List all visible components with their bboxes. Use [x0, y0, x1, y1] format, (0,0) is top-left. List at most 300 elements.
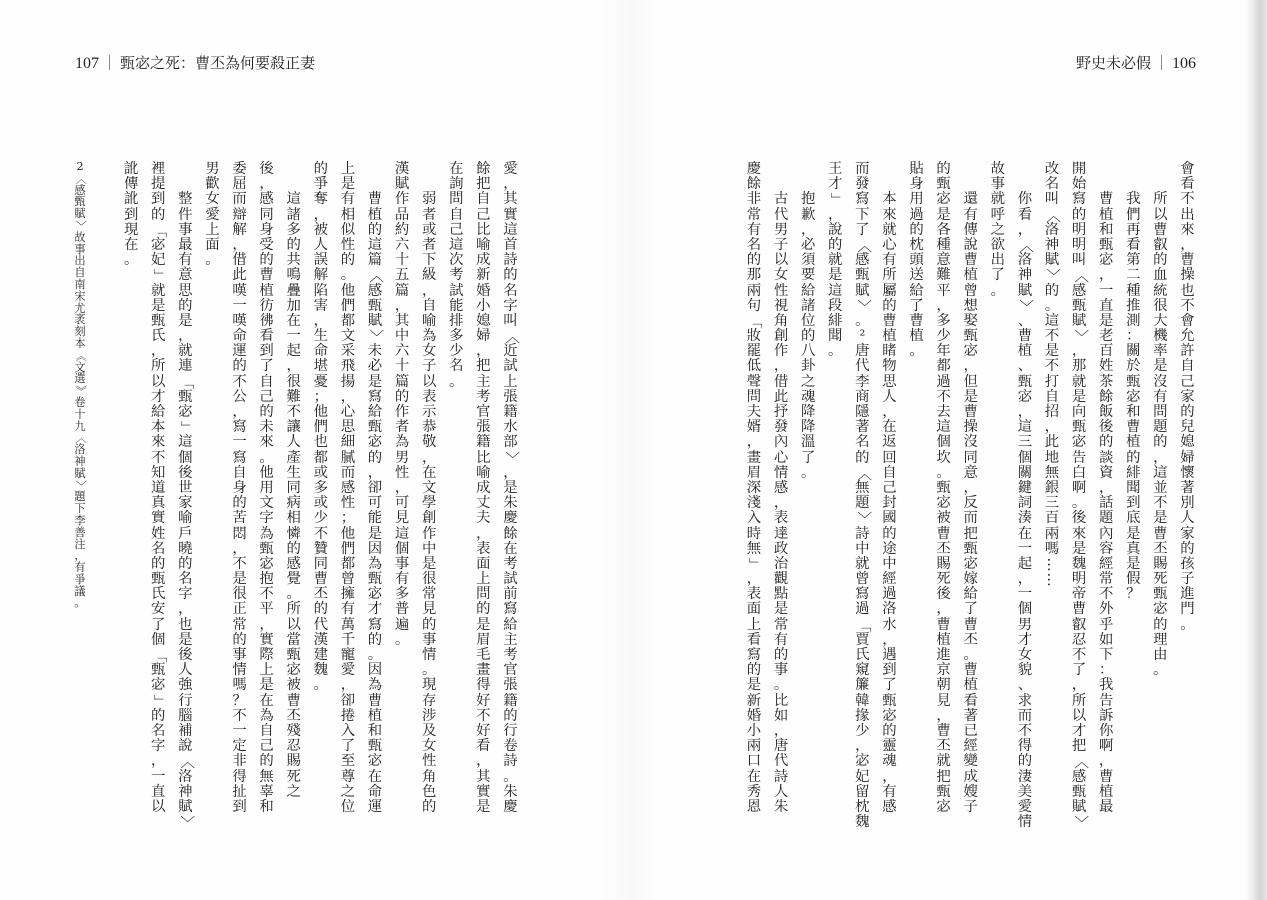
- glyph: 嘆: [232, 282, 247, 299]
- glyph: 王: [828, 161, 843, 177]
- glyph: 有: [394, 571, 410, 588]
- paragraph: [443, 162, 524, 830]
- glyph: 朱: [503, 495, 518, 512]
- glyph: 〉: [1071, 815, 1088, 830]
- text-column: [334, 162, 361, 830]
- glyph: 是: [1126, 555, 1141, 572]
- text-column: [1174, 162, 1201, 830]
- glyph: 是: [936, 206, 951, 223]
- glyph: 所: [1071, 692, 1087, 709]
- glyph: 至: [340, 753, 356, 770]
- glyph: 。: [773, 677, 789, 694]
- glyph: 實: [151, 510, 166, 527]
- glyph: 甄: [259, 540, 274, 557]
- glyph: 好: [476, 692, 491, 709]
- glyph: ，: [394, 479, 410, 496]
- glyph: 所: [151, 358, 166, 375]
- glyph: 在: [882, 419, 897, 436]
- glyph: 六: [394, 343, 410, 360]
- glyph: 封: [882, 495, 897, 512]
- glyph: 是: [503, 479, 518, 496]
- glyph: 嘆: [232, 312, 247, 329]
- glyph: 畫: [746, 449, 762, 466]
- glyph: 卦: [800, 358, 816, 375]
- glyph: 似: [340, 221, 356, 238]
- glyph: 甄: [74, 195, 86, 209]
- text-column: [1093, 162, 1120, 830]
- glyph: 三: [1017, 434, 1033, 451]
- glyph: 溫: [800, 434, 816, 451]
- glyph: 宓: [1126, 388, 1141, 405]
- glyph: 感: [1071, 768, 1087, 785]
- glyph: 寫: [855, 586, 870, 603]
- glyph: 以: [151, 373, 166, 390]
- glyph: 以: [1071, 707, 1087, 724]
- glyph: 操: [1180, 267, 1195, 284]
- glyph: 魂: [800, 388, 816, 405]
- text-column: [768, 162, 795, 830]
- glyph: 堪: [313, 358, 328, 375]
- glyph: 之: [990, 221, 1005, 238]
- glyph: 注: [74, 537, 86, 551]
- glyph: 際: [259, 647, 274, 663]
- glyph: 而: [1017, 707, 1033, 724]
- glyph: 叫: [1071, 252, 1087, 269]
- glyph: 丕: [1153, 540, 1168, 557]
- glyph: 不: [1017, 722, 1033, 739]
- glyph: 意: [936, 252, 951, 269]
- glyph: 個: [1017, 449, 1033, 466]
- glyph: 作: [394, 404, 410, 420]
- glyph: 擁: [340, 586, 356, 603]
- glyph: 了: [855, 221, 870, 238]
- glyph: 命: [367, 783, 383, 800]
- glyph: 敬: [421, 434, 437, 451]
- glyph: 這: [394, 525, 410, 542]
- glyph: 宓: [1017, 388, 1033, 405]
- glyph: 賦: [1017, 282, 1033, 299]
- glyph: 病: [286, 495, 301, 512]
- glyph: 位: [340, 798, 356, 815]
- glyph: 到: [882, 662, 897, 679]
- glyph: 夫: [746, 404, 762, 420]
- glyph: ²: [859, 328, 866, 345]
- glyph: 作: [773, 343, 789, 360]
- glyph: 主: [476, 373, 491, 390]
- glyph: 腦: [178, 707, 193, 724]
- glyph: 忍: [286, 738, 301, 755]
- glyph: 啊: [1071, 479, 1087, 496]
- glyph: 。: [1044, 297, 1060, 314]
- glyph: 有: [340, 191, 356, 208]
- glyph: 心: [882, 236, 897, 253]
- left-page-text: [118, 162, 524, 830]
- glyph: 告: [1071, 449, 1087, 466]
- glyph: 心: [773, 449, 789, 466]
- glyph: 二: [1126, 267, 1141, 284]
- glyph: 宓: [151, 677, 166, 694]
- glyph: 植: [367, 206, 383, 223]
- glyph: 刻: [74, 325, 86, 339]
- glyph: 物: [882, 358, 897, 375]
- glyph: 得: [1017, 738, 1033, 755]
- paragraph: [984, 162, 1038, 830]
- glyph: ，: [1071, 343, 1087, 360]
- glyph: 洛: [1044, 221, 1060, 238]
- glyph: 問: [746, 388, 762, 405]
- glyph: ，: [1017, 571, 1033, 588]
- glyph: 此: [232, 267, 247, 284]
- glyph: 銀: [1044, 479, 1060, 496]
- glyph: 卷: [503, 738, 518, 755]
- glyph: 時: [746, 525, 762, 542]
- glyph: 〉: [854, 299, 871, 314]
- glyph: 個: [1017, 601, 1033, 618]
- glyph: 〈: [503, 329, 520, 344]
- glyph: 表: [773, 510, 789, 527]
- glyph: 看: [1126, 236, 1141, 253]
- glyph: 字: [178, 586, 193, 603]
- glyph: 一: [151, 768, 166, 785]
- text-column: [280, 162, 307, 830]
- glyph: 角: [421, 768, 437, 785]
- glyph: 〈: [1071, 268, 1088, 284]
- text-column: [930, 162, 957, 830]
- glyph: 行: [178, 692, 193, 709]
- glyph: 就: [828, 252, 843, 269]
- glyph: 政: [773, 540, 789, 557]
- glyph: 給: [151, 404, 166, 420]
- glyph: 你: [1017, 191, 1033, 208]
- glyph: ，: [340, 677, 356, 694]
- glyph: 漢: [313, 631, 328, 648]
- glyph: 事: [394, 555, 410, 572]
- glyph: 非: [746, 191, 762, 208]
- glyph: 可: [367, 495, 383, 512]
- paragraph: [822, 162, 903, 830]
- glyph: 其: [394, 312, 410, 329]
- glyph: 感: [286, 555, 301, 572]
- glyph: 遇: [882, 647, 897, 664]
- glyph: 慶: [746, 161, 762, 177]
- glyph: 三: [1044, 495, 1060, 512]
- glyph: 爭: [313, 176, 328, 193]
- glyph: 賦: [367, 312, 383, 329]
- glyph: 有: [746, 221, 762, 238]
- glyph: 。: [828, 343, 843, 360]
- glyph: 的: [1180, 540, 1195, 557]
- glyph: 植: [1098, 206, 1114, 223]
- glyph: 那: [1071, 358, 1087, 375]
- glyph: 解: [313, 267, 328, 284]
- glyph: 在: [367, 768, 383, 785]
- text-column: [226, 162, 253, 830]
- glyph: 丕: [286, 707, 301, 724]
- text-column: [253, 162, 280, 830]
- glyph: 這: [828, 282, 843, 299]
- glyph: 賦: [74, 466, 86, 480]
- glyph: 想: [963, 297, 978, 314]
- glyph: 運: [232, 343, 247, 360]
- glyph: 同: [963, 449, 978, 466]
- text-column: [361, 162, 388, 830]
- glyph: 淺: [746, 495, 762, 512]
- glyph: 名: [151, 540, 166, 557]
- glyph: 情: [232, 662, 247, 679]
- glyph: 世: [178, 479, 193, 496]
- glyph: 途: [882, 540, 897, 557]
- glyph: 是: [151, 297, 166, 314]
- glyph: ，: [936, 601, 951, 618]
- glyph: 了: [151, 616, 166, 633]
- glyph: 賜: [1153, 555, 1168, 572]
- glyph: 的: [259, 404, 274, 420]
- glyph: 甄: [151, 571, 166, 588]
- glyph: 現: [123, 221, 139, 238]
- glyph: 名: [855, 434, 870, 451]
- glyph: 自: [259, 722, 274, 739]
- glyph: ，: [476, 753, 491, 770]
- glyph: 被: [313, 221, 328, 238]
- glyph: 就: [151, 282, 166, 299]
- glyph: 選: [74, 372, 86, 386]
- glyph: 的: [232, 358, 247, 375]
- glyph: 感: [367, 282, 383, 299]
- glyph: 低: [746, 358, 762, 375]
- glyph: 定: [232, 738, 247, 755]
- glyph: 為: [394, 434, 410, 451]
- glyph: 寫: [367, 616, 383, 633]
- glyph: 人: [773, 783, 789, 800]
- glyph: 比: [773, 692, 789, 709]
- glyph: 「: [746, 314, 763, 329]
- glyph: ，: [963, 479, 978, 496]
- glyph: 性: [340, 236, 356, 253]
- glyph: 會: [1180, 161, 1195, 177]
- glyph: 。: [1071, 495, 1087, 512]
- glyph: ，: [232, 540, 247, 557]
- glyph: ，: [340, 388, 356, 405]
- glyph: 和: [259, 798, 274, 815]
- glyph: 年: [936, 343, 951, 360]
- glyph: ，: [746, 571, 762, 588]
- glyph: 涉: [421, 707, 437, 724]
- glyph: 見: [394, 510, 410, 527]
- glyph: ，: [1153, 449, 1168, 466]
- glyph: 級: [421, 267, 437, 284]
- glyph: 好: [476, 722, 491, 739]
- glyph: 少: [855, 722, 870, 739]
- glyph: 到: [232, 798, 247, 815]
- glyph: 面: [746, 601, 762, 618]
- glyph: 魂: [882, 753, 897, 770]
- glyph: 和: [1098, 221, 1114, 238]
- glyph: 說: [178, 738, 193, 755]
- glyph: ，: [178, 601, 193, 618]
- glyph: 曹: [1098, 768, 1114, 785]
- glyph: 兩: [1044, 525, 1060, 542]
- glyph: 諸: [286, 206, 301, 223]
- glyph: 存: [421, 692, 437, 709]
- glyph: 上: [205, 221, 220, 238]
- glyph: 見: [936, 692, 951, 709]
- glyph: 如: [773, 707, 789, 724]
- glyph: 朱: [503, 783, 518, 800]
- glyph: ，: [936, 297, 951, 314]
- glyph: 無: [259, 768, 274, 785]
- glyph: 常: [232, 616, 247, 633]
- glyph: 寫: [855, 191, 870, 208]
- glyph: 這: [1044, 312, 1060, 329]
- glyph: 曹: [1017, 328, 1033, 345]
- glyph: 子: [963, 798, 978, 815]
- running-title: 甄宓之死：曹丕為何要殺正妻: [120, 54, 316, 72]
- glyph: 宓: [1153, 601, 1168, 618]
- glyph: 給: [367, 404, 383, 421]
- glyph: 容: [1098, 540, 1114, 557]
- glyph: 學: [421, 495, 437, 512]
- glyph: 口: [746, 753, 762, 770]
- glyph: 己: [259, 738, 274, 755]
- glyph: 會: [1180, 312, 1195, 329]
- glyph: 呼: [990, 206, 1005, 223]
- glyph: 出: [74, 254, 86, 268]
- glyph: 並: [1153, 479, 1168, 496]
- glyph: 的: [936, 161, 951, 177]
- glyph: 治: [773, 555, 789, 572]
- glyph: 把: [936, 768, 951, 785]
- glyph: ，: [773, 495, 789, 512]
- glyph: 部: [503, 434, 518, 451]
- glyph: 加: [286, 297, 301, 314]
- glyph: 抒: [773, 404, 789, 421]
- glyph: 賦: [1071, 312, 1087, 329]
- glyph: 頭: [909, 252, 924, 269]
- glyph: 的: [286, 540, 301, 557]
- glyph: 安: [151, 601, 166, 618]
- glyph: 百: [1044, 510, 1060, 527]
- glyph: 件: [178, 206, 193, 223]
- glyph: 不: [232, 707, 247, 724]
- glyph: 是: [773, 601, 789, 618]
- text-column: [849, 162, 876, 830]
- glyph: 面: [205, 236, 220, 253]
- glyph: 很: [286, 373, 301, 390]
- glyph: 寫: [232, 419, 247, 436]
- glyph: 後: [936, 586, 951, 603]
- glyph: ，: [232, 236, 247, 253]
- glyph: 內: [1098, 525, 1114, 542]
- glyph: 降: [800, 419, 816, 436]
- glyph: 事: [990, 176, 1005, 193]
- glyph: 韓: [855, 692, 870, 709]
- glyph: 一: [1098, 282, 1114, 299]
- glyph: 湊: [1017, 510, 1033, 527]
- glyph: 比: [476, 221, 491, 238]
- glyph: 曹: [909, 312, 924, 329]
- glyph: 苦: [232, 510, 247, 527]
- glyph: 尊: [340, 768, 356, 785]
- glyph: 這: [178, 434, 193, 451]
- glyph: 之: [340, 783, 356, 800]
- glyph: 題: [1153, 419, 1168, 436]
- glyph: 籍: [503, 692, 518, 709]
- glyph: 成: [963, 768, 978, 785]
- glyph: 來: [882, 206, 897, 223]
- glyph: ，: [773, 358, 789, 375]
- glyph: 貌: [1017, 662, 1033, 679]
- glyph: 有: [882, 252, 897, 269]
- glyph: 再: [1126, 221, 1141, 238]
- glyph: 一: [286, 328, 301, 345]
- glyph: 植: [936, 631, 951, 648]
- glyph: 八: [800, 343, 816, 360]
- glyph: 詩: [773, 768, 789, 785]
- glyph: 能: [449, 297, 464, 314]
- glyph: 〉: [503, 450, 520, 466]
- glyph: 詞: [1017, 495, 1033, 512]
- paragraph: [118, 162, 199, 830]
- text-column: [822, 162, 849, 830]
- glyph: 自: [476, 191, 491, 208]
- glyph: 借: [232, 252, 247, 269]
- glyph: 者: [421, 206, 437, 223]
- glyph: 鍵: [1017, 479, 1033, 496]
- glyph: 張: [476, 419, 491, 436]
- glyph: 道: [151, 479, 166, 496]
- glyph: 問: [1153, 404, 1168, 421]
- glyph: 〉: [1017, 299, 1034, 314]
- glyph: 同: [313, 555, 328, 572]
- glyph: 作: [421, 525, 437, 542]
- glyph: 篇: [394, 282, 410, 299]
- glyph: 個: [936, 434, 951, 451]
- glyph: 。: [1153, 662, 1168, 679]
- glyph: 朱: [773, 798, 789, 815]
- glyph: 抱: [259, 571, 274, 588]
- glyph: 送: [909, 267, 924, 284]
- glyph: 忍: [1071, 631, 1087, 648]
- glyph: 來: [1180, 221, 1195, 238]
- glyph: 都: [313, 449, 328, 466]
- glyph: 到: [123, 206, 139, 223]
- glyph: 掾: [855, 707, 870, 724]
- glyph: 多: [394, 586, 410, 603]
- glyph: 賦: [394, 176, 410, 193]
- glyph: 出: [1180, 206, 1195, 223]
- glyph: 美: [1017, 783, 1033, 800]
- glyph: 寵: [340, 647, 356, 663]
- glyph: ，: [476, 343, 491, 360]
- glyph: 孩: [1180, 555, 1195, 572]
- glyph: 寫: [746, 647, 762, 663]
- glyph: 到: [259, 343, 274, 360]
- glyph: 經: [882, 571, 897, 588]
- glyph: 懷: [1180, 464, 1195, 481]
- glyph: 成: [476, 479, 491, 496]
- glyph: 老: [1098, 328, 1114, 345]
- glyph: 詢: [449, 176, 464, 193]
- glyph: 委: [232, 161, 247, 177]
- glyph: 或: [313, 464, 328, 481]
- glyph: 曹: [313, 571, 328, 588]
- glyph: ，: [1098, 753, 1114, 770]
- glyph: 命: [232, 328, 247, 345]
- glyph: 在: [503, 540, 518, 557]
- glyph: 的: [746, 662, 762, 679]
- glyph: 辜: [259, 783, 274, 800]
- glyph: 了: [1071, 662, 1087, 679]
